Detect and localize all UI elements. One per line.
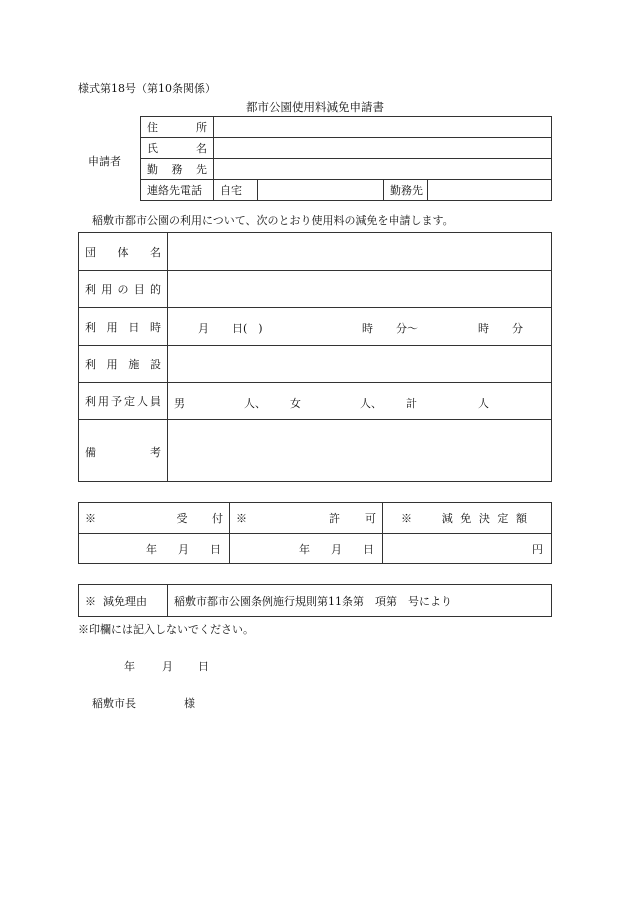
attendance-total-unit: 人 xyxy=(478,397,489,410)
permit-header: ※ 許可 xyxy=(230,503,383,534)
receipt-header: ※ 受付 xyxy=(79,503,230,534)
details-table xyxy=(78,232,552,482)
date-month: 月 xyxy=(162,660,173,673)
address-field[interactable] xyxy=(214,117,552,138)
amount-field[interactable]: 円 xyxy=(383,534,552,564)
permit-mark: ※ xyxy=(236,512,272,525)
remarks-label: 備考 xyxy=(79,420,168,482)
intro-text: 稲敷市都市公園の利用について、次のとおり使用料の減免を申請します。 xyxy=(92,214,454,227)
amount-mark: ※ xyxy=(401,512,420,525)
workplace-label: 勤務先 xyxy=(141,159,214,180)
attendance-male: 男 xyxy=(174,397,185,410)
datetime-minute-start: 分〜 xyxy=(396,322,418,335)
applicant-heading: 申請者 xyxy=(88,155,121,168)
group-name-field[interactable] xyxy=(168,233,552,271)
datetime-hour-start: 時 xyxy=(362,322,373,335)
datetime-day: 日( ) xyxy=(232,322,263,335)
note-text: ※印欄には記入しないでください。 xyxy=(78,623,254,636)
amount-header: ※ 減免決定額 xyxy=(383,503,552,534)
reason-table xyxy=(78,584,552,617)
purpose-field[interactable] xyxy=(168,271,552,308)
home-phone-label: 自宅 xyxy=(214,180,258,201)
address-label: 住所 xyxy=(141,117,214,138)
reason-text[interactable]: 稲敷市都市公園条例施行規則第11条第 項第 号により xyxy=(168,585,552,617)
attendance-female-unit: 人、 xyxy=(360,397,382,410)
phone-label: 連絡先電話 xyxy=(141,180,214,201)
remarks-field[interactable] xyxy=(168,420,552,482)
date-day: 日 xyxy=(198,660,209,673)
receipt-date[interactable]: 年 月 日 xyxy=(79,534,230,564)
name-label: 氏名 xyxy=(141,138,214,159)
attendance-female: 女 xyxy=(290,397,301,410)
datetime-field[interactable] xyxy=(168,308,552,346)
group-name-label: 団体名 xyxy=(79,233,168,271)
datetime-label: 利用日時 xyxy=(79,308,168,346)
datetime-minute-end: 分 xyxy=(512,322,523,335)
reason-label: ※ 減免理由 xyxy=(79,585,168,617)
form-number: 様式第18号（第10条関係） xyxy=(78,82,216,95)
reason-mark: ※ xyxy=(85,594,96,608)
datetime-month: 月 xyxy=(198,322,209,335)
office-table xyxy=(78,502,552,564)
form-title: 都市公園使用料減免申請書 xyxy=(246,100,384,114)
addressee-honorific: 様 xyxy=(184,697,195,710)
work-phone-label: 勤務先 xyxy=(384,180,428,201)
name-field[interactable] xyxy=(214,138,552,159)
purpose-label: 利用の目的 xyxy=(79,271,168,308)
facility-label: 利用施設 xyxy=(79,346,168,383)
workplace-field[interactable] xyxy=(214,159,552,180)
permit-date[interactable]: 年 月 日 xyxy=(230,534,383,564)
attendance-male-unit: 人、 xyxy=(244,397,266,410)
attendance-label: 利用予定人員 xyxy=(79,383,168,420)
attendance-field[interactable] xyxy=(168,383,552,420)
addressee-name: 稲敷市長 xyxy=(92,697,136,710)
applicant-table xyxy=(140,116,552,201)
attendance-total: 計 xyxy=(406,397,417,410)
datetime-hour-end: 時 xyxy=(478,322,489,335)
work-phone-field[interactable] xyxy=(428,180,552,201)
facility-field[interactable] xyxy=(168,346,552,383)
date-year: 年 xyxy=(124,660,135,673)
home-phone-field[interactable] xyxy=(258,180,384,201)
receipt-mark: ※ xyxy=(85,512,121,525)
